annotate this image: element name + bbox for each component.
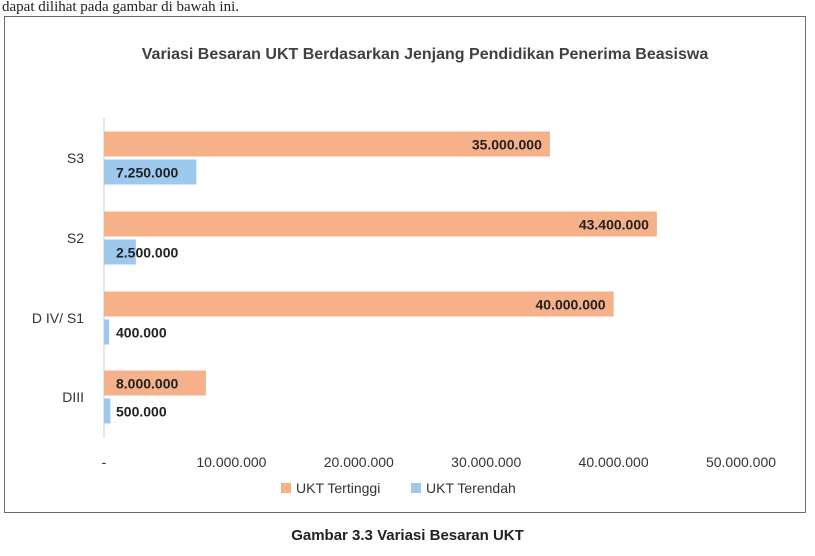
legend-swatch [281, 483, 291, 493]
legend-swatch [411, 483, 421, 493]
figure-caption: Gambar 3.3 Variasi Besaran UKT [291, 527, 524, 544]
bar [104, 399, 110, 424]
chart-title: Variasi Besaran UKT Berdasarkan Jenjang Pendidikan Penerima Beasiswa [141, 46, 709, 63]
x-tick-label: 20.000.000 [323, 454, 394, 470]
x-tick-label: - [101, 454, 107, 470]
x-tick-label: 10.000.000 [196, 454, 267, 470]
x-tick-label: 30.000.000 [451, 454, 522, 470]
category-label: S3 [66, 150, 84, 166]
legend-label: UKT Terendah [426, 480, 516, 496]
x-tick-label: 50.000.000 [705, 454, 777, 470]
data-label: 500.000 [116, 403, 167, 420]
bar [104, 212, 657, 237]
data-label: 400.000 [116, 324, 167, 341]
data-label: 8.000.000 [116, 375, 179, 392]
data-label: 40.000.000 [535, 296, 606, 313]
legend-label: UKT Tertinggi [296, 480, 381, 496]
bar [104, 320, 109, 345]
data-label: 35.000.000 [471, 136, 542, 153]
data-label: 2.500.000 [116, 244, 179, 261]
category-label: D IV/ S1 [31, 310, 84, 326]
data-label: 43.400.000 [578, 216, 649, 233]
top-text: dapat dilihat pada gambar di bawah ini. [2, 0, 240, 15]
data-label: 7.250.000 [116, 164, 179, 181]
x-tick-label: 40.000.000 [578, 454, 649, 470]
category-label: DIII [62, 389, 84, 405]
category-label: S2 [66, 230, 84, 246]
